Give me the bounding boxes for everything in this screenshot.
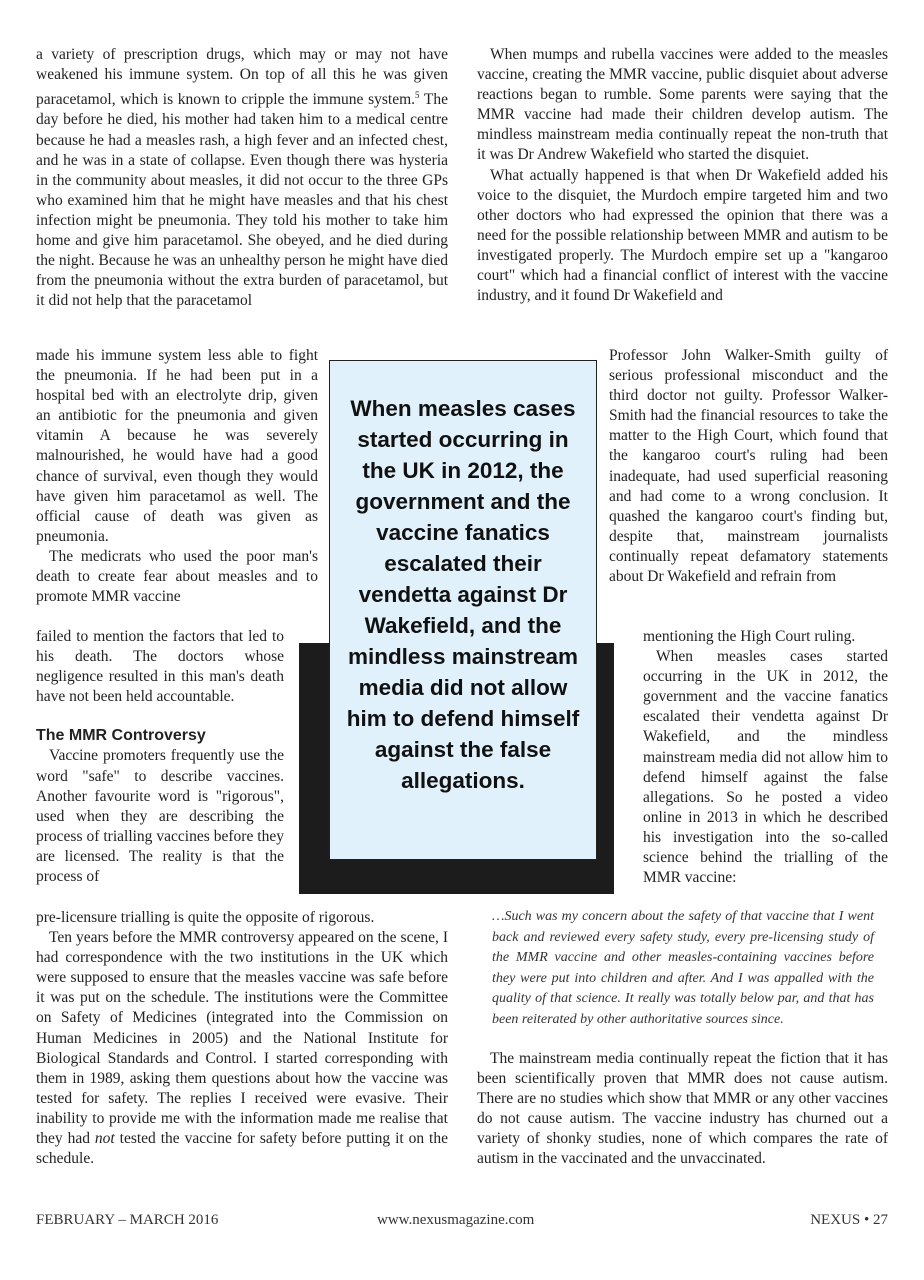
- paragraph: When measles cases started occurring in the UK in 2012, the government and the vaccine fanatics escalated their vendetta against Dr Wakefield, and the mindless mainstream media did not allow him to defend himself against the false allegations. So he posted a video online in 2013 in which he described his investigation into the so-called science behind the trialling of the MMR vaccine:: [643, 648, 888, 887]
- paragraph: made his immune system less able to fight the pneumonia. If he had been put in a hospital bed with an electrolyte drip, given an antibiotic for the pneumonia and given vitamin A because he was severely malnourished, he would have had a good chance of survival, even though they would have given him paracetamol as well. The official cause of death was given as pneumonia.: [36, 347, 318, 545]
- paragraph: What actually happened is that when Dr Wakefield added his voice to the disquiet, the Murdoch empire targeted him and two other doctors who had expressed the opinion that there was a need for the possible relationship between MMR and autism to be investigated properly. The Murdoch empire set up a "kangaroo court" which had a financial conflict of interest with the vaccine industry, and it found Dr Wakefield and: [477, 166, 888, 305]
- right-column-wrap-2: [643, 627, 888, 888]
- bullet-separator: •: [863, 1212, 870, 1228]
- paragraph: The medicrats who used the poor man's death to create fear about measles and to promote MMR vaccine: [36, 547, 318, 606]
- paragraph: pre-licensure trialling is quite the opposite of rigorous.: [36, 909, 375, 926]
- footer-date: FEBRUARY – MARCH 2016: [36, 1212, 219, 1228]
- paragraph: failed to mention the factors that led to his death. The doctors whose negligence resulted in this man's death have not been held accountable.: [36, 628, 284, 706]
- magazine-name: NEXUS: [810, 1212, 861, 1228]
- left-column-wrap-1: [36, 346, 318, 607]
- paragraph: a variety of prescription drugs, which may or may not have weakened his immune system. On top of all this he was given paracetamol, which is known to cripple the immune system.$^5$ The day before he died, his mother had taken him to a medical centre because he had a measles rash, a high fever and an infected chest, and he was in a state of collapse. Even though there was hysteria in the community about measles, it did not occur to the three GPs who examined him that he might have measles and that his chest infection might be pneumonia. They told his mother to take him home and give him paracetamol. She obeyed, and he died during the night. Because he was an unhealthy person he might have died from the pneumonia without the extra burden of paracetamol, but it did not help that the paracetamol: [36, 46, 448, 310]
- left-column-wrap-2: [36, 627, 284, 887]
- right-column-bottom: [477, 1049, 888, 1170]
- emphasis: not: [94, 1130, 115, 1148]
- right-column-wrap-1: [609, 346, 888, 587]
- block-quote: …Such was my concern about the safety of that vaccine that I went back and reviewed every safety study, every pre-licensing study of the MMR vaccine and other measles-containing vaccines before they were put into children and after. And I was appalled with the quality of that science. It really was totally below par, and that has been reiterated by other authoritative sources since.: [492, 909, 874, 1027]
- paragraph: Vaccine promoters frequently use the word "safe" to describe vaccines. Another favourite word is "rigorous", used when they are describing the process of trialling vaccines before they are licensed. The reality is that the process of: [36, 747, 284, 886]
- footer-url: www.nexusmagazine.com: [377, 1212, 535, 1228]
- page-number: 27: [873, 1212, 888, 1228]
- paragraph: Professor John Walker-Smith guilty of serious professional misconduct and the third doctor not guilty. Professor Walker-Smith had the financial resources to take the matter to the High Court, which found that the kangaroo court's ruling had been inadequate, had used superficial reasoning and had come to a wrong conclusion. It quashed the kangaroo court's finding but, despite that, mainstream journalists continually repeat defamatory statements about Dr Wakefield and refrain from: [609, 347, 888, 586]
- left-column-bottom: [36, 908, 448, 1169]
- paragraph: The mainstream media continually repeat the fiction that it has been scientifically proven that MMR does not cause autism. There are no studies which show that MMR or any other vaccines do not cause autism. The vaccine industry has churned out a variety of shonky studies, none of which compares the rate of autism in the vaccinated and the unvaccinated.: [477, 1050, 888, 1168]
- paragraph: mentioning the High Court ruling.: [643, 628, 856, 645]
- right-column-top: [477, 45, 888, 306]
- footnote-marker: 5: [415, 90, 420, 101]
- left-column-top: [36, 45, 448, 311]
- pull-quote: [329, 360, 597, 860]
- section-heading: The MMR Controversy: [36, 727, 206, 745]
- footer-page-info: [810, 1212, 888, 1229]
- pull-quote-text: When measles cases started occurring in the UK in 2012, the government and the vaccine fanatics escalated their vendetta against Dr Wakefield, and the mindless mainstream media did not allow him to defend himself against the false allegations.: [346, 396, 580, 793]
- paragraph: When mumps and rubella vaccines were added to the measles vaccine, creating the MMR vaccine, public disquiet about adverse reactions began to rumble. Some parents were saying that the MMR vaccine had made their children develop autism. The mindless mainstream media continually repeat the non-truth that it was Dr Andrew Wakefield who started the disquiet.: [477, 46, 888, 164]
- paragraph: Ten years before the MMR controversy appeared on the scene, I had correspondence with the two institutions in the UK which were supposed to ensure that the measles vaccine was safe before it was put on the schedule. The institutions were the Committee on Safety of Medicines (integrated into the Commission on Human Medicines in 2005) and the National Institute for Biological Standards and Control. I started corresponding with them in 1989, asking them questions about how the vaccine was tested for safety. The replies I received were evasive. Their inability to provide me with the information made me realise that they had not tested the vaccine for safety before putting it on the schedule.: [36, 929, 448, 1168]
